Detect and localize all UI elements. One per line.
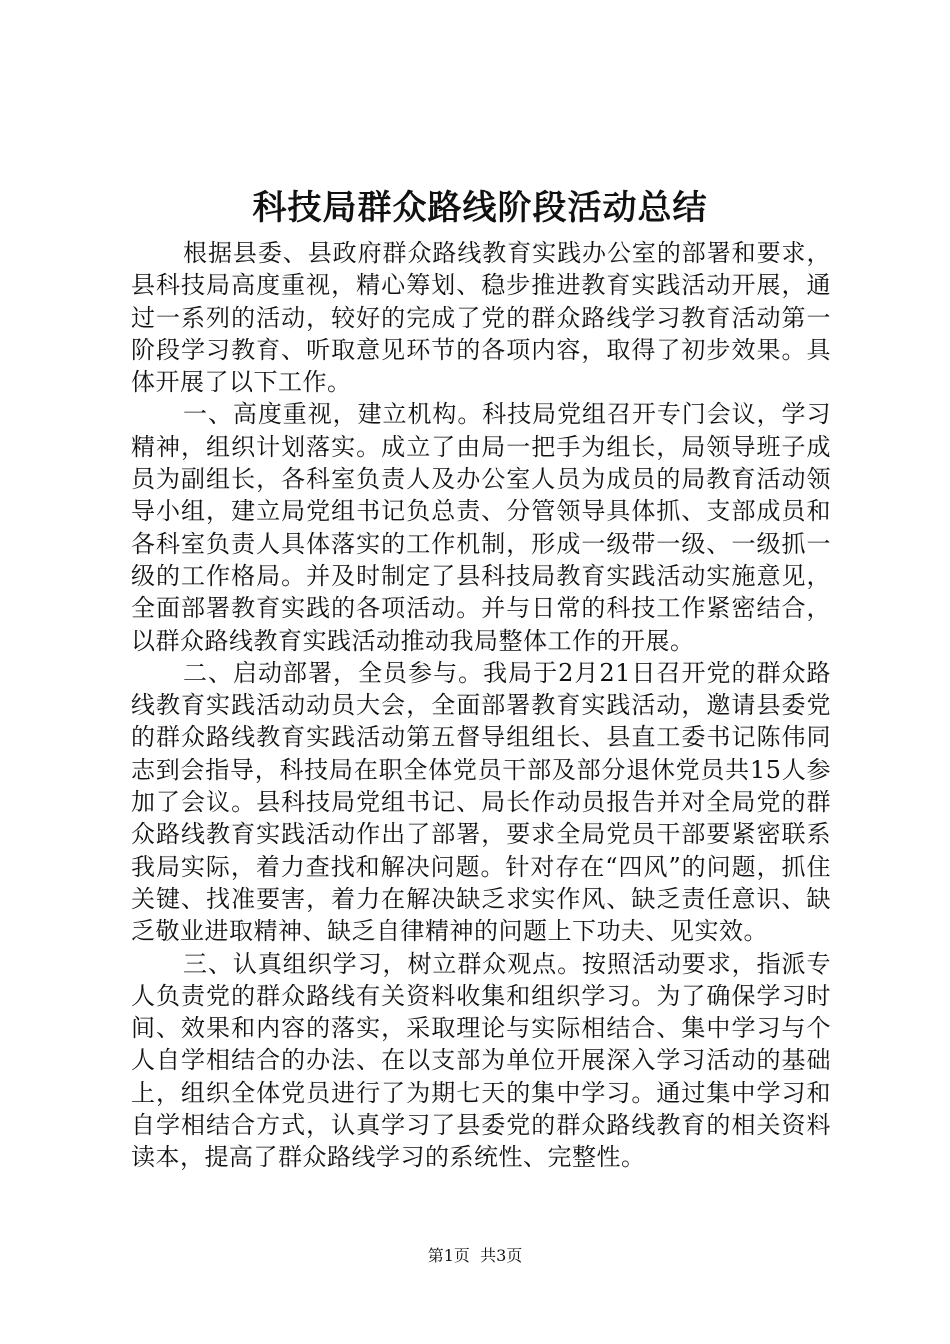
- paragraph-intro: 根据县委、县政府群众路线教育实践办公室的部署和要求，县科技局高度重视，精心筹划、稳步推进教育实践活动开展，通过一系列的活动，较好的完成了党的群众路线学习教育活动第一阶段学习教育、听取意见环节的各项内容，取得了初步效果。具体开展了以下工作。: [131, 239, 831, 397]
- page-footer: [0, 1246, 950, 1266]
- paragraph-section-2: 二、启动部署，全员参与。我局于2月21日召开党的群众路线教育实践活动动员大会，全面部署教育实践活动，邀请县委党的群众路线教育实践活动第五督导组组长、县直工委书记陈伟同志到会指导，科技局在职全体党员干部及部分退休党员共15人参加了会议。县科技局党组书记、局长作动员报告并对全局党的群众路线教育实践活动作出了部署，要求全局党员干部要紧密联系我局实际，着力查找和解决问题。针对存在“四风”的问题，抓住关键、找准要害，着力在解决缺乏求实作风、缺乏责任意识、缺乏敬业进取精神、缺乏自律精神的问题上下功夫、见实效。: [131, 658, 831, 946]
- document-body: [131, 237, 831, 1174]
- paragraph-section-3: 三、认真组织学习，树立群众观点。按照活动要求，指派专人负责党的群众路线有关资料收集和组织学习。为了确保学习时间、效果和内容的落实，采取理论与实际相结合、集中学习与个人自学相结合的办法、在以支部为单位开展深入学习活动的基础上，组织全体党员进行了为期七天的集中学习。通过集中学习和自学相结合方式，认真学习了县委党的群众路线教育的相关资料读本，提高了群众路线学习的系统性、完整性。: [131, 949, 831, 1172]
- paragraph-section-1: 一、高度重视，建立机构。科技局党组召开专门会议，学习精神，组织计划落实。成立了由局一把手为组长，局领导班子成员为副组长，各科室负责人及办公室人员为成员的局教育活动领导小组，建立局党组书记负总责、分管领导具体抓、支部成员和各科室负责人具体落实的工作机制，形成一级带一级、一级抓一级的工作格局。并及时制定了县科技局教育实践活动实施意见，全面部署教育实践的各项活动。并与日常的科技工作紧密结合，以群众路线教育实践活动推动我局整体工作的开展。: [131, 400, 831, 655]
- page-total: 共3页: [480, 1246, 523, 1265]
- page-number: 第1页: [427, 1246, 470, 1265]
- document-title: 科技局群众路线阶段活动总结: [252, 188, 708, 228]
